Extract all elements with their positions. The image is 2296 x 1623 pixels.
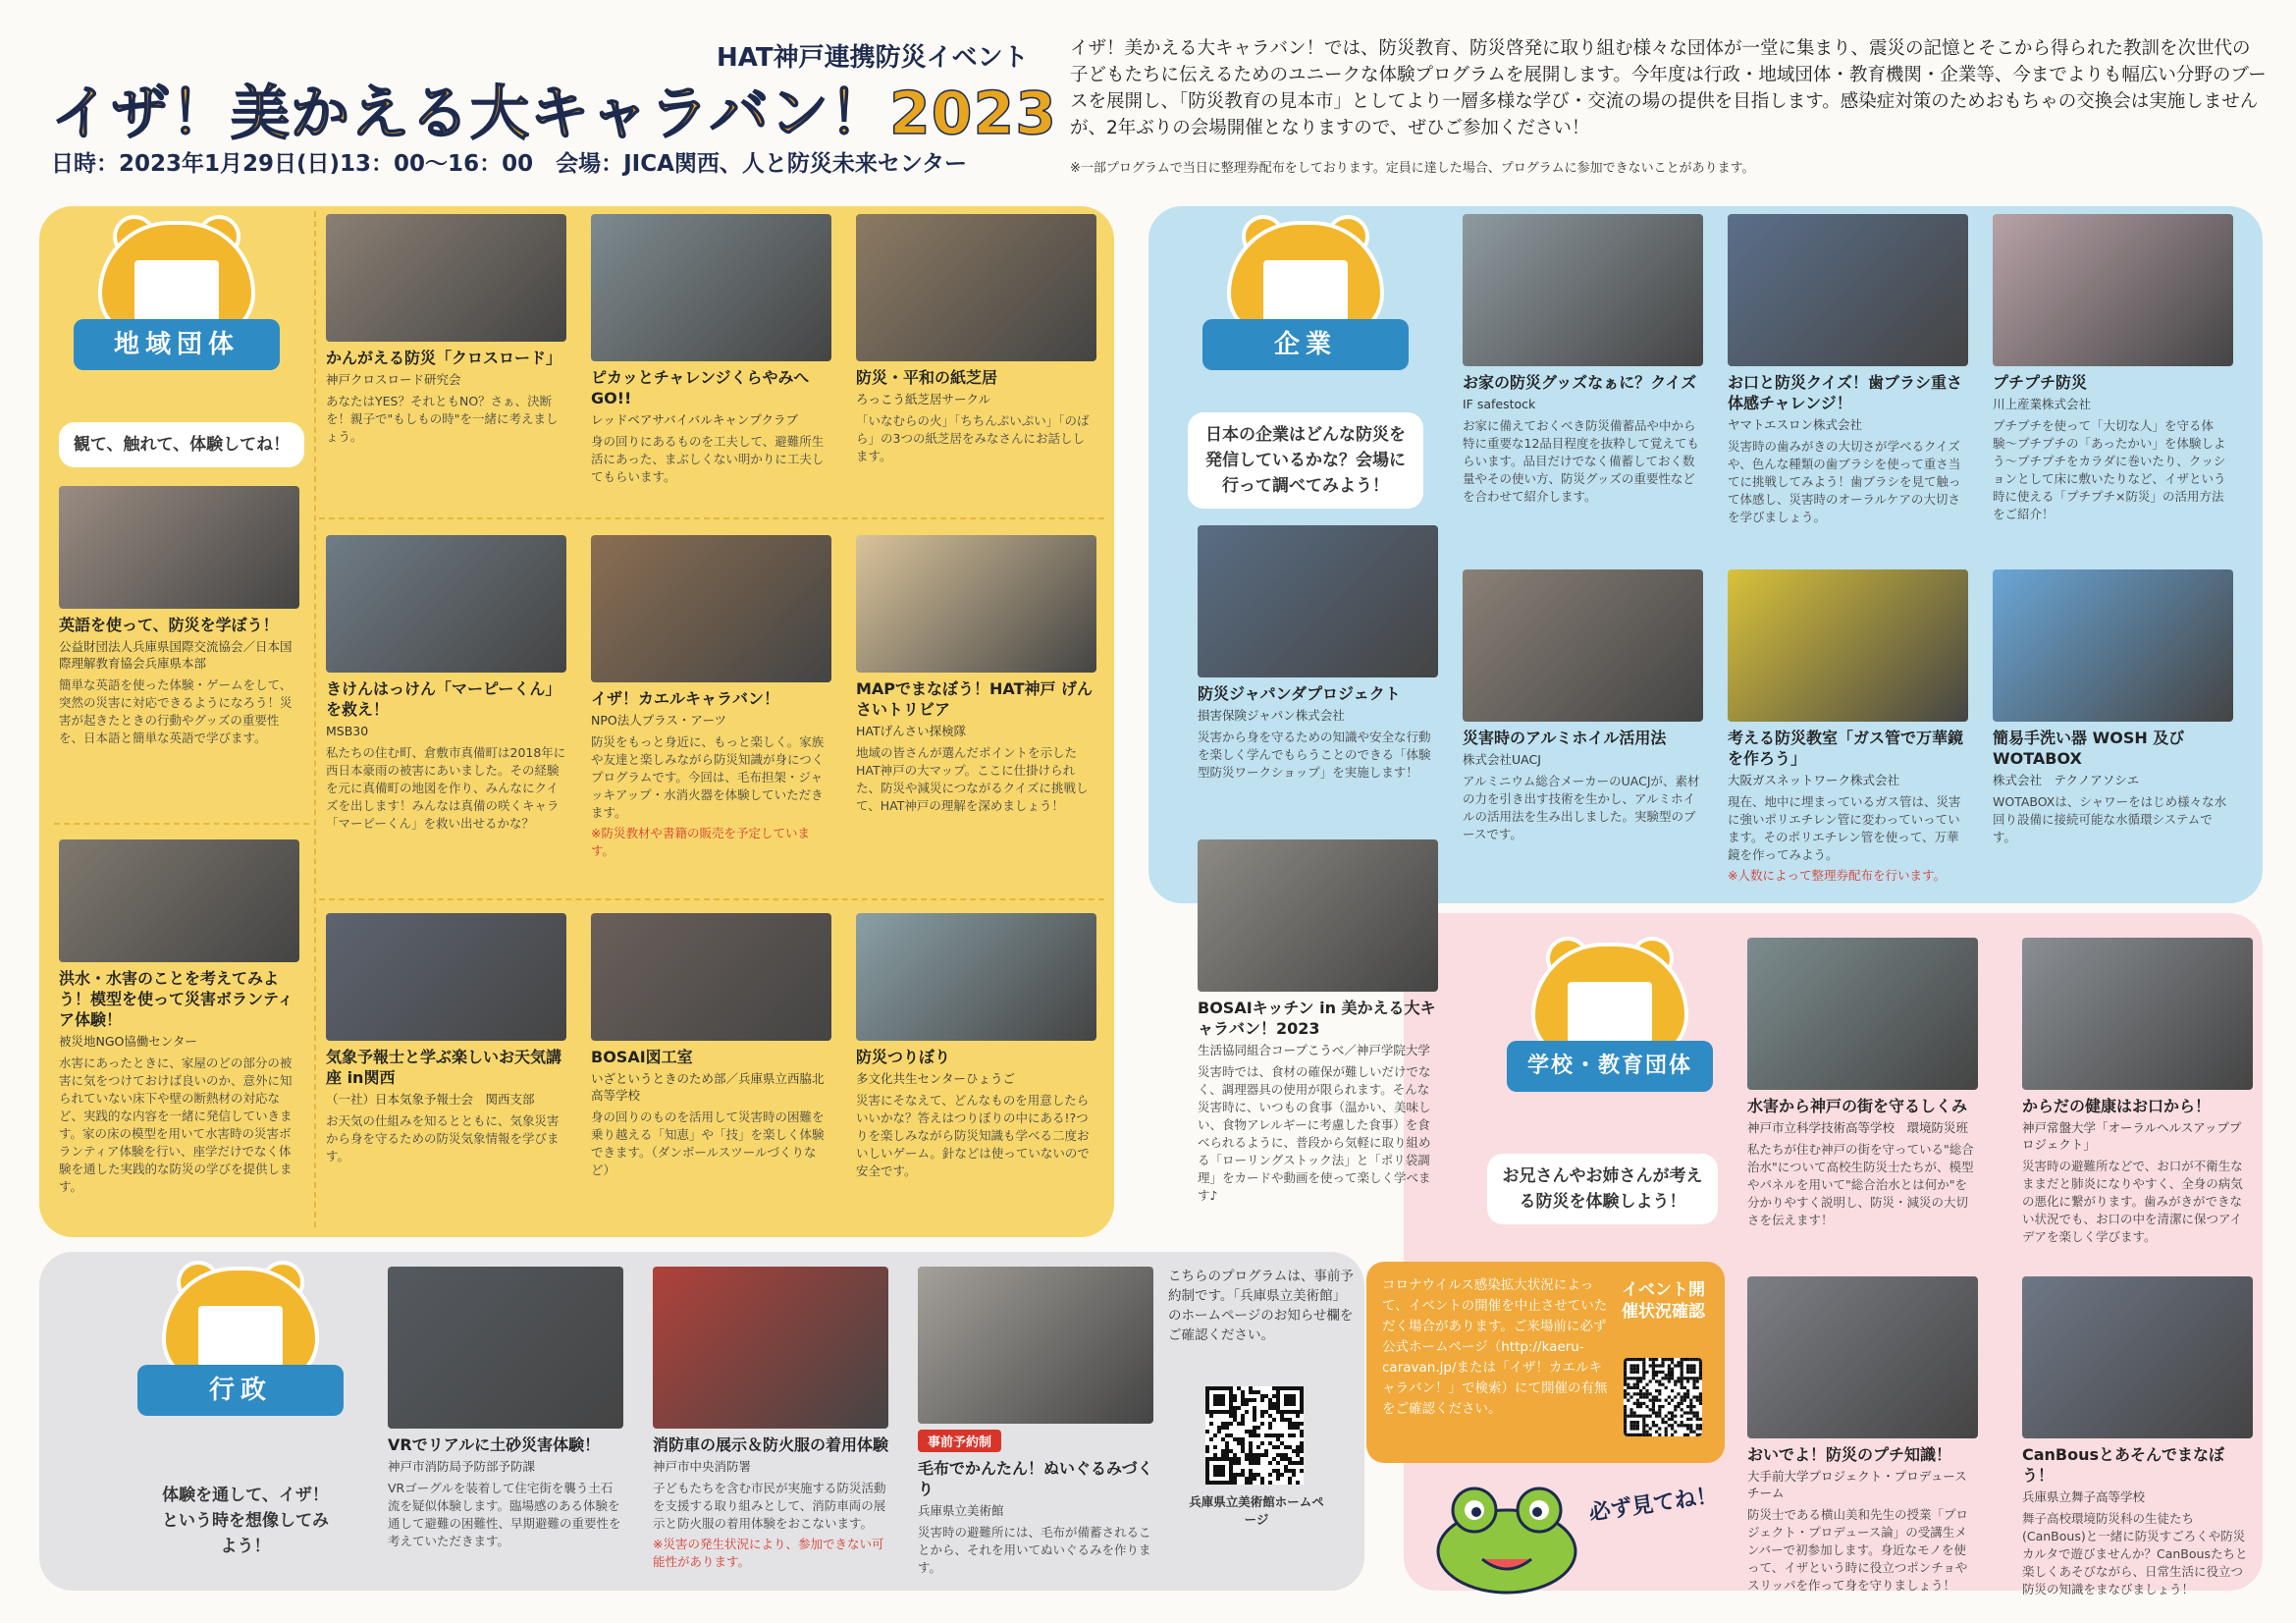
event-title: 消防車の展示＆防火服の着用体験 bbox=[653, 1435, 889, 1454]
gakko-frog-logo bbox=[1507, 943, 1713, 1129]
covid-notice-text: コロナウイルス感染拡大状況によって、イベントの開催を中止させていただく場合があります。ご来場前に必ず公式ホームページ（http://kaeru-caravan.jp/または「イザ！カエルキャラバン！」で検索）にて開催の有無をご確認ください。 bbox=[1382, 1277, 1608, 1417]
event-organizer: 川上産業株式会社 bbox=[1993, 397, 2092, 411]
event-note: ※防災教材や書籍の販売を予定しています。 bbox=[591, 826, 810, 858]
event-card bbox=[856, 913, 1096, 1180]
event-photo bbox=[653, 1267, 888, 1429]
event-description: 災害から身を守るための知識や安全な行動を楽しく学んでもらうことのできる「体験型防災ワークショップ」を実施します！ bbox=[1198, 730, 1431, 780]
event-photo bbox=[326, 535, 566, 673]
event-photo bbox=[1993, 214, 2233, 366]
event-description: 私たちが住む神戸の街を守っている"総合治水"について高校生防災士たちが、模型やパネルを用いて"総合治水とは何か"を分かりやすく説明し、防災・減災の大切さを伝えます！ bbox=[1747, 1142, 1974, 1227]
event-title: 洪水・水害のことを考えてみよう！模型を使って災害ボランティア体験！ bbox=[59, 969, 294, 1029]
intro-note: ※一部プログラムで当日に整理券配布をしております。定員に達した場合、プログラムに参加できないことがあります。 bbox=[1070, 161, 1755, 176]
gyosei-bubble: 体験を通して、イザ！という時を想像してみよう！ bbox=[162, 1486, 329, 1556]
event-organizer: 神戸市中央消防署 bbox=[653, 1459, 752, 1474]
event-description: あなたはYES？それともNO？さぁ、決断を！親子で"もしもの時"を一緒に考えましょう。 bbox=[326, 394, 559, 444]
event-title: 防災・平和の紙芝居 bbox=[856, 368, 998, 387]
event-card bbox=[59, 486, 299, 747]
event-photo bbox=[591, 214, 831, 361]
event-organizer: （一社）日本気象予報士会 関西支部 bbox=[326, 1092, 535, 1107]
event-organizer: 神戸市消防局予防部予防課 bbox=[388, 1459, 536, 1474]
event-description: 防災をもっと身近に、もっと楽しく。家族や友達と楽しみながら防災知識が身につくプログラムです。今回は、毛布担架・ジャッキアップ・水消火器を体験していただきます。 bbox=[591, 734, 825, 820]
event-photo bbox=[1747, 938, 1978, 1090]
event-description: 私たちの住む町、倉敷市真備町は2018年に西日本豪雨の被害にあいました。その経験を元に真備町の地図を作り、みんなにクイズを出します！みんなは真備の咲くキャラ「マーピーくん」を救い出せるかな？ bbox=[326, 745, 566, 831]
event-organizer: 公益財団法人兵庫県国際交流協会／日本国際理解教育協会兵庫県本部 bbox=[59, 639, 293, 671]
event-card bbox=[326, 535, 566, 833]
event-organizer: MSB30 bbox=[326, 724, 369, 738]
event-organizer: 株式会社 テクノアソシエ bbox=[1993, 773, 2140, 787]
event-photo bbox=[326, 214, 566, 342]
event-organizer: HATげんさい探検隊 bbox=[856, 724, 967, 738]
event-status-label: イベント開催状況確認 bbox=[1622, 1280, 1705, 1322]
event-photo bbox=[856, 535, 1096, 673]
event-title: MAPでまなぼう！HAT神戸 げんさいトリビア bbox=[856, 679, 1094, 719]
title-block bbox=[39, 29, 1057, 177]
event-organizer: ろっこう紙芝居サークル bbox=[856, 392, 991, 406]
event-title: イザ！美かえる大キャラバン！2023 bbox=[51, 80, 1057, 148]
event-description: お天気の仕組みを知るとともに、気象災害から身を守るための防災気象情報を学びます。 bbox=[326, 1113, 560, 1163]
event-title: お家の防災グッズなぁに？クイズ bbox=[1463, 373, 1697, 392]
event-card bbox=[591, 913, 831, 1179]
event-title: お口と防災クイズ！歯ブラシ重さ体感チャレンジ！ bbox=[1728, 373, 1963, 412]
event-organizer: 株式会社UACJ bbox=[1463, 752, 1541, 767]
event-note: ※人数によって整理券配布を行います。 bbox=[1728, 868, 1946, 883]
event-card bbox=[2022, 1276, 2253, 1598]
event-card bbox=[326, 913, 566, 1165]
event-status-qr-code-icon[interactable] bbox=[1624, 1358, 1702, 1436]
event-organizer: 神戸常盤大学「オーラルヘルスアッププロジェクト」 bbox=[2022, 1120, 2242, 1152]
event-description: アルミニウム総合メーカーのUACJが、素材の力を引き出す技術を生かし、アルミホイルの活用法を生み出しました。実験型のブースです。 bbox=[1463, 774, 1700, 841]
event-title: 防災ジャパンダプロジェクト bbox=[1198, 684, 1401, 703]
museum-qr-code-icon[interactable] bbox=[1205, 1386, 1304, 1485]
gyosei-label: 行政 bbox=[137, 1365, 344, 1416]
kigyo-frog-logo bbox=[1202, 221, 1409, 407]
event-description: 身の回りのものを活用して災害時の困難を乗り越える「知恵」や「技」を楽しく体験できます。（ダンボールスツールづくりなど） bbox=[591, 1109, 825, 1177]
event-description: 地域の皆さんが選んだポイントを示したHAT神戸の大マップ。ここに仕掛けられた、防災や減災につながるクイズに挑戦して、HAT神戸の理解を深めましょう！ bbox=[856, 745, 1089, 813]
intro-text: イザ！美かえる大キャラバン！では、防災教育、防災啓発に取り組む様々な団体が一堂に集まり、震災の記憶とそこから得られた教訓を次世代の子どもたちに伝えるためのユニークな体験プログラムを展開します。今年度は行政・地域団体・教育機関・企業等、今までよりも幅広い分野のブースを展開し、「防災教育の見本市」としてより一層多様な学び・交流の場の提供を目指します。感染症対策のためおもちゃの交換会は実施しませんが、2年ぶりの会場開催となりますので、ぜひご参加ください！ bbox=[1070, 38, 2267, 138]
event-title: おいでよ！防災のプチ知識！ bbox=[1747, 1445, 1952, 1464]
event-organizer: 多文化共生センターひょうご bbox=[856, 1071, 1016, 1086]
event-photo bbox=[918, 1267, 1153, 1424]
event-photo bbox=[388, 1267, 623, 1429]
event-title: VRでリアルに土砂災害体験！ bbox=[388, 1435, 601, 1454]
event-title: プチプチ防災 bbox=[1993, 373, 2088, 392]
event-organizer: 兵庫県立舞子高等学校 bbox=[2022, 1489, 2146, 1504]
gakko-label: 学校・教育団体 bbox=[1507, 1041, 1713, 1092]
event-description: 身の回りにあるものを工夫して、避難所生活にあった、まぶしくない明かりに工夫してもらいます。 bbox=[591, 434, 825, 484]
event-organizer: 生活協同組合コープこうべ／神戸学院大学 bbox=[1198, 1043, 1430, 1057]
event-photo bbox=[591, 535, 831, 682]
event-photo bbox=[2022, 1276, 2253, 1438]
event-note: ※災害の発生状況により、参加できない可能性があります。 bbox=[653, 1537, 884, 1569]
event-description: 簡単な英語を使った体験・ゲームをして、突然の災害に対応できるようになろう！災害が起きたときの行動やグッズの重要性を、日本語と簡単な英語で学びます。 bbox=[59, 677, 293, 745]
event-card bbox=[918, 1267, 1153, 1577]
event-description: 防災士である横山美和先生の授業「プロジェクト・プロデュース論」の受講生メンバーで初参加します。身近なモノを使って、イザという時に役立つポンチョやスリッパを作って身を守りましょう！ bbox=[1747, 1507, 1969, 1593]
event-organizer: 大阪ガスネットワーク株式会社 bbox=[1728, 773, 1900, 787]
event-card bbox=[326, 214, 566, 446]
event-title: ピカッとチャレンジくらやみへGO!! bbox=[591, 368, 810, 407]
reservation-badge: 事前予約制 bbox=[918, 1430, 1001, 1452]
event-photo bbox=[2022, 938, 2253, 1090]
event-card bbox=[1728, 569, 1968, 885]
event-card bbox=[856, 214, 1096, 465]
event-title: イザ！カエルキャラバン！ bbox=[591, 689, 780, 708]
event-description: プチプチを使って「大切な人」を守る体験〜プチプチの「あったかい」を体験しよう〜プチプチをカラダに巻いたり、クッションとして床に敷いたりなど、イザという時に使える「プチプチ×防災」の活用方法をご紹介！ bbox=[1993, 418, 2226, 521]
event-card bbox=[856, 535, 1096, 815]
event-card bbox=[1747, 1276, 1978, 1595]
event-photo bbox=[1198, 525, 1438, 677]
gakko-bubble: お兄さんやお姉さんが考える防災を体験しよう！ bbox=[1487, 1154, 1718, 1224]
event-card bbox=[1747, 938, 1978, 1229]
event-photo bbox=[59, 839, 299, 962]
kigyo-bubble: 日本の企業はどんな防災を発信しているかな？会場に行って調べてみよう！ bbox=[1188, 412, 1423, 509]
event-title: BOSAIキッチン in 美かえる大キャラバン！2023 bbox=[1198, 999, 1436, 1038]
reservation-note: こちらのプログラムは、事前予約制です。「兵庫県立美術館」のホームページのお知らせ欄をご確認ください。 bbox=[1168, 1269, 1354, 1343]
chiiki-frog-logo bbox=[74, 221, 280, 407]
event-card bbox=[1463, 569, 1703, 843]
event-organizer: 神戸市立科学技術高等学校 環境防災班 bbox=[1747, 1120, 1969, 1135]
event-organizer: レッドベアサバイバルキャンプクラブ bbox=[591, 412, 799, 427]
event-photo bbox=[1747, 1276, 1978, 1438]
event-organizer: IF safestock bbox=[1463, 397, 1536, 411]
event-organizer: 大手前大学プロジェクト・プロデュースチーム bbox=[1747, 1469, 1967, 1500]
must-see-text: 必ず見てね！ bbox=[1587, 1483, 1720, 1527]
event-title: からだの健康はお口から！ bbox=[2022, 1097, 2212, 1115]
event-photo bbox=[59, 486, 299, 609]
event-description: 災害にそなえて、どんなものを用意したらいいかな？答えはつりぼりの中にある!?つりを楽しみながら防災知識も学べる二度おいしいゲーム。針などは使っていないので安全です。 bbox=[856, 1093, 1090, 1178]
chiiki-label: 地域団体 bbox=[74, 319, 280, 370]
event-photo bbox=[591, 913, 831, 1041]
event-card bbox=[1463, 214, 1703, 506]
event-organizer: 兵庫県立美術館 bbox=[918, 1503, 1004, 1518]
event-card bbox=[388, 1267, 623, 1550]
chiiki-bubble: 観て、触れて、体験してね！ bbox=[59, 422, 304, 467]
kigyo-label: 企業 bbox=[1202, 319, 1409, 370]
event-organizer: 被災地NGO協働センター bbox=[59, 1034, 197, 1049]
event-description: 水害にあったときに、家屋のどの部分の被害に気をつけておけば良いのか、意外に知られていない床下や壁の断熱材の対応など、実践的な内容を一緒に発信していきます。家の床の模型を用いて水害時の災害ボランティア体験を行い、座学だけでなく体験を通した実践的な防災の学びを提供します。 bbox=[59, 1055, 293, 1194]
event-title: きけんはっけん「マーピーくん」を救え！ bbox=[326, 679, 561, 719]
event-photo bbox=[856, 214, 1096, 361]
event-title: かんがえる防災「クロスロード」 bbox=[326, 349, 562, 367]
event-photo bbox=[1728, 214, 1968, 366]
event-card bbox=[1728, 214, 1968, 526]
event-subtitle: HAT神戸連携防災イベント bbox=[717, 43, 1029, 73]
event-title: 気象予報士と学ぶ楽しいお天気講座 in関西 bbox=[326, 1048, 562, 1087]
event-photo bbox=[1993, 569, 2233, 722]
event-description: 舞子高校環境防災科の生徒たち(CanBous)と一緒に防災すごろくや防災カルタで遊びませんか？CanBousたちと楽しくあそびながら、日常生活に役立つ防災の知識をまなびましょう！ bbox=[2022, 1511, 2248, 1596]
event-card bbox=[1993, 569, 2233, 846]
event-description: 現在、地中に埋まっているガス管は、災害に強いポリエチレン管に変わっていっています。そのポリエチレン管を使って、万華鏡を作ってみよう。 bbox=[1728, 794, 1961, 862]
event-photo bbox=[1728, 569, 1968, 722]
event-organizer: ヤマトエスロン株式会社 bbox=[1728, 417, 1863, 432]
event-description: 災害時では、食材の確保が難しいだけでなく、調理器具の使用が限られます。そんな災害時に、いつもの食事（温かい、美味しい、食物アレルギーに考慮した食事）を食べられるように、普段から気軽に取り組める「ローリングストック法」と「ポリ袋調理」をカードや動画を使って楽しく学べます♪ bbox=[1198, 1064, 1431, 1203]
event-title: 防災つりぼり bbox=[856, 1048, 951, 1066]
event-photo bbox=[1198, 839, 1438, 992]
qr-caption: 兵庫県立美術館ホームページ bbox=[1189, 1494, 1324, 1527]
event-title: 災害時のアルミホイル活用法 bbox=[1463, 729, 1667, 747]
event-title: 水害から神戸の街を守るしくみ bbox=[1747, 1097, 1968, 1115]
event-title: BOSAI図工室 bbox=[591, 1048, 693, 1066]
event-photo bbox=[1463, 214, 1703, 366]
event-title: 簡易手洗い器 WOSH 及び WOTABOX bbox=[1993, 729, 2185, 768]
event-description: 災害時の避難所には、毛布が備蓄されることから、それを用いてぬいぐるみを作ります。 bbox=[918, 1525, 1151, 1575]
frog-mascot-icon bbox=[1423, 1473, 1590, 1596]
event-organizer: 神戸クロスロード研究会 bbox=[326, 372, 461, 387]
event-title: 英語を使って、防災を学ぼう！ bbox=[59, 616, 279, 634]
event-card bbox=[2022, 938, 2253, 1246]
event-description: 災害時の避難所などで、お口が不衛生なままだと肺炎になりやすく、全身の病気の悪化に繋がります。歯みがきができない状況でも、お口の中を清潔に保つアイデアを楽しく学びます。 bbox=[2022, 1159, 2243, 1244]
event-description: 子どもたちを含む市民が実施する防災活動を支援する取り組みとして、消防車両の展示と防火服の着用体験をおこないます。 bbox=[653, 1481, 886, 1531]
event-photo bbox=[1463, 569, 1703, 722]
event-title: CanBousとあそんでまなぼう！ bbox=[2022, 1445, 2225, 1485]
covid-notice-box bbox=[1366, 1262, 1725, 1463]
event-photo bbox=[856, 913, 1096, 1041]
event-description: VRゴーグルを装着して住宅街を襲う土石流を疑似体験します。臨場感のある体験を通して避難の困難性、早期避難の重要性を考えていただきます。 bbox=[388, 1481, 621, 1548]
event-card bbox=[1993, 214, 2233, 523]
event-description: WOTABOXは、シャワーをはじめ様々な水回り設備に接続可能な水循環システムです。 bbox=[1993, 794, 2227, 844]
event-card bbox=[591, 535, 831, 860]
event-card bbox=[653, 1267, 888, 1571]
event-description: 災害時の歯みがきの大切さが学べるクイズや、色んな種類の歯ブラシを使って重さ当てに挑戦してみよう！歯ブラシを見て触って体感し、災害時のオーラルケアの大切さを学びましょう。 bbox=[1728, 439, 1961, 524]
event-description: お家に備えておくべき防災備蓄品や中から特に重要な12品目程度を抜粋して覚えてもらいます。品目だけでなく備蓄しておく数量やその使い方、防災グッズの重要性などを合わせて紹介します。 bbox=[1463, 418, 1699, 504]
event-organizer: NPO法人プラス・アーツ bbox=[591, 713, 726, 728]
event-date-venue: 日時：2023年1月29日(日)13：00〜16：00 会場：JICA関西、人と防災未来センター bbox=[51, 151, 967, 177]
event-description: 「いなむらの火」「ちちんぷいぷい」「のばら」の3つの紙芝居をみなさんにお話しします。 bbox=[856, 413, 1090, 463]
event-card bbox=[1198, 839, 1438, 1205]
event-organizer: 損害保険ジャパン株式会社 bbox=[1198, 708, 1345, 723]
event-organizer: いざというときのため部／兵庫県立西脇北高等学校 bbox=[591, 1071, 825, 1103]
event-card bbox=[1198, 525, 1438, 782]
event-card bbox=[591, 214, 831, 486]
event-title: 考える防災教室「ガス管で万華鏡を作ろう」 bbox=[1728, 729, 1964, 768]
event-photo bbox=[326, 913, 566, 1041]
event-title: 毛布でかんたん！ぬいぐるみづくり bbox=[918, 1459, 1153, 1498]
gyosei-frog-logo bbox=[137, 1267, 344, 1453]
event-card bbox=[59, 839, 299, 1196]
